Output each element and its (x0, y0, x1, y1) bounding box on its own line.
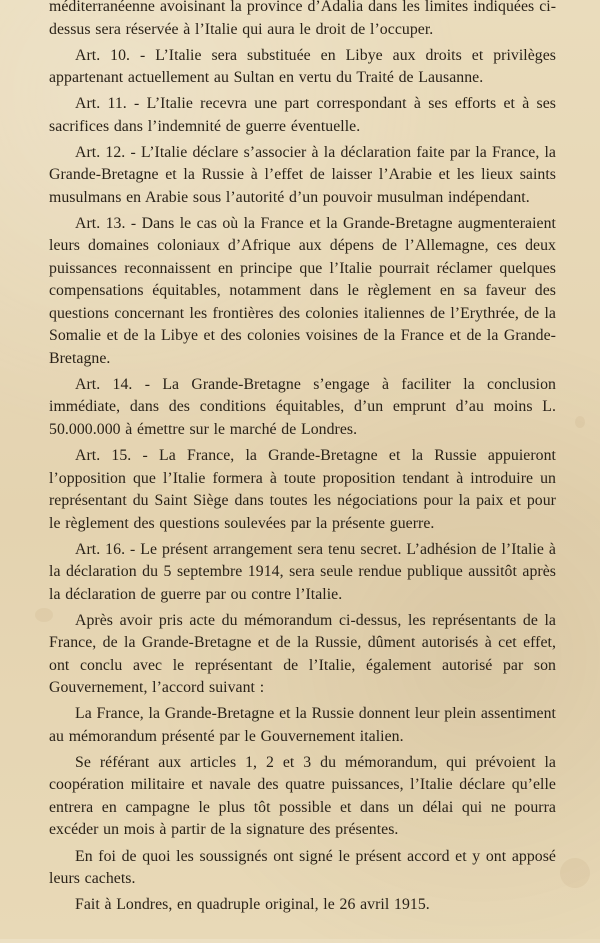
document-text (49, 0, 556, 917)
article-10-paragraph: Art. 10. - L’Italie sera substituée en Libye aux droits et privilèges appartenant actuellement au Sultan en vertu du Traité de Lausanne. (49, 46, 556, 87)
signature-clause-paragraph: En foi de quoi les soussignés ont signé le présent accord et y ont apposé leurs cachets. (49, 847, 556, 888)
paper-stain (560, 858, 590, 888)
article-11-paragraph: Art. 11. - L’Italie recevra une part correspondant à ses efforts et à ses sacrifices dans l’indemnité de guerre éventuelle. (49, 95, 556, 135)
military-cooperation-paragraph: Se référant aux articles 1, 2 et 3 du mémorandum, qui prévoient la coopération militaire et navale des quatre puissances, l’Italie déclare qu’elle entrera en campagne le plus tôt possible et dans un délai qui ne pourra excéder un mois à partir de la signature des présentes. (49, 753, 556, 839)
article-16-paragraph: Art. 16. - Le présent arrangement sera tenu secret. L’adhésion de l’Italie à la déclaration du 5 septembre 1914, sera seule rendue publique aussitôt après la déclaration de guerre par ou contre l’Italie. (49, 540, 556, 603)
paragraph-continuation: méditerranéenne avoisinant la province d’Adalia dans les limites indiquées ci-dessus sera réservée à l’Italie qui aura le droit de l’occuper. (49, 0, 556, 38)
agreement-intro-paragraph: Après avoir pris acte du mémorandum ci-dessus, les représentants de la France, de la Grande-Bretagne et de la Russie, dûment autorisés à cet effet, ont conclu avec le représentant de l’Italie, également autorisé par son Gouvernement, l’accord suivant : (49, 611, 556, 697)
article-14-paragraph: Art. 14. - La Grande-Bretagne s’engage à faciliter la conclusion immédiate, dans des conditions équitables, d’un emprunt d’au moins L. 50.000.000 à émettre sur le marché de Londres. (49, 375, 556, 438)
assent-paragraph: La France, la Grande-Bretagne et la Russie donnent leur plein assentiment au mémorandum présenté par le Gouvernement italien. (49, 705, 556, 745)
article-15-paragraph: Art. 15. - La France, la Grande-Bretagne et la Russie appuieront l’opposition que l’Italie formera à toute proposition tendant à introduire un représentant du Saint Siège dans toutes les négociations pour la paix et pour le règlement des questions soulevées par la présente guerre. (49, 447, 556, 532)
paper-stain (575, 416, 585, 428)
closing-date-paragraph: Fait à Londres, en quadruple original, le 26 avril 1915. (75, 896, 430, 914)
article-12-paragraph: Art. 12. - L’Italie déclare s’associer à la déclaration faite par la France, la Grande-Bretagne et la Russie à l’effet de laisser l’Arabie et les lieux saints musulmans en Arabie sous l’autorité d’un pouvoir musulman indépendant. (49, 143, 556, 206)
article-13-paragraph: Art. 13. - Dans le cas où la France et la Grande-Bretagne augmenteraient leurs domaines coloniaux d’Afrique aux dépens de l’Allemagne, ces deux puissances reconnaissent en principe que l’Italie pourrait réclamer quelques compensations équitables, notamment dans le règlement en sa faveur des questions concernant les frontières des colonies italiennes de l’Erythrée, de la Somalie et de la Libye et des colonies voisines de la France et de la Grande-Bretagne. (49, 214, 556, 367)
